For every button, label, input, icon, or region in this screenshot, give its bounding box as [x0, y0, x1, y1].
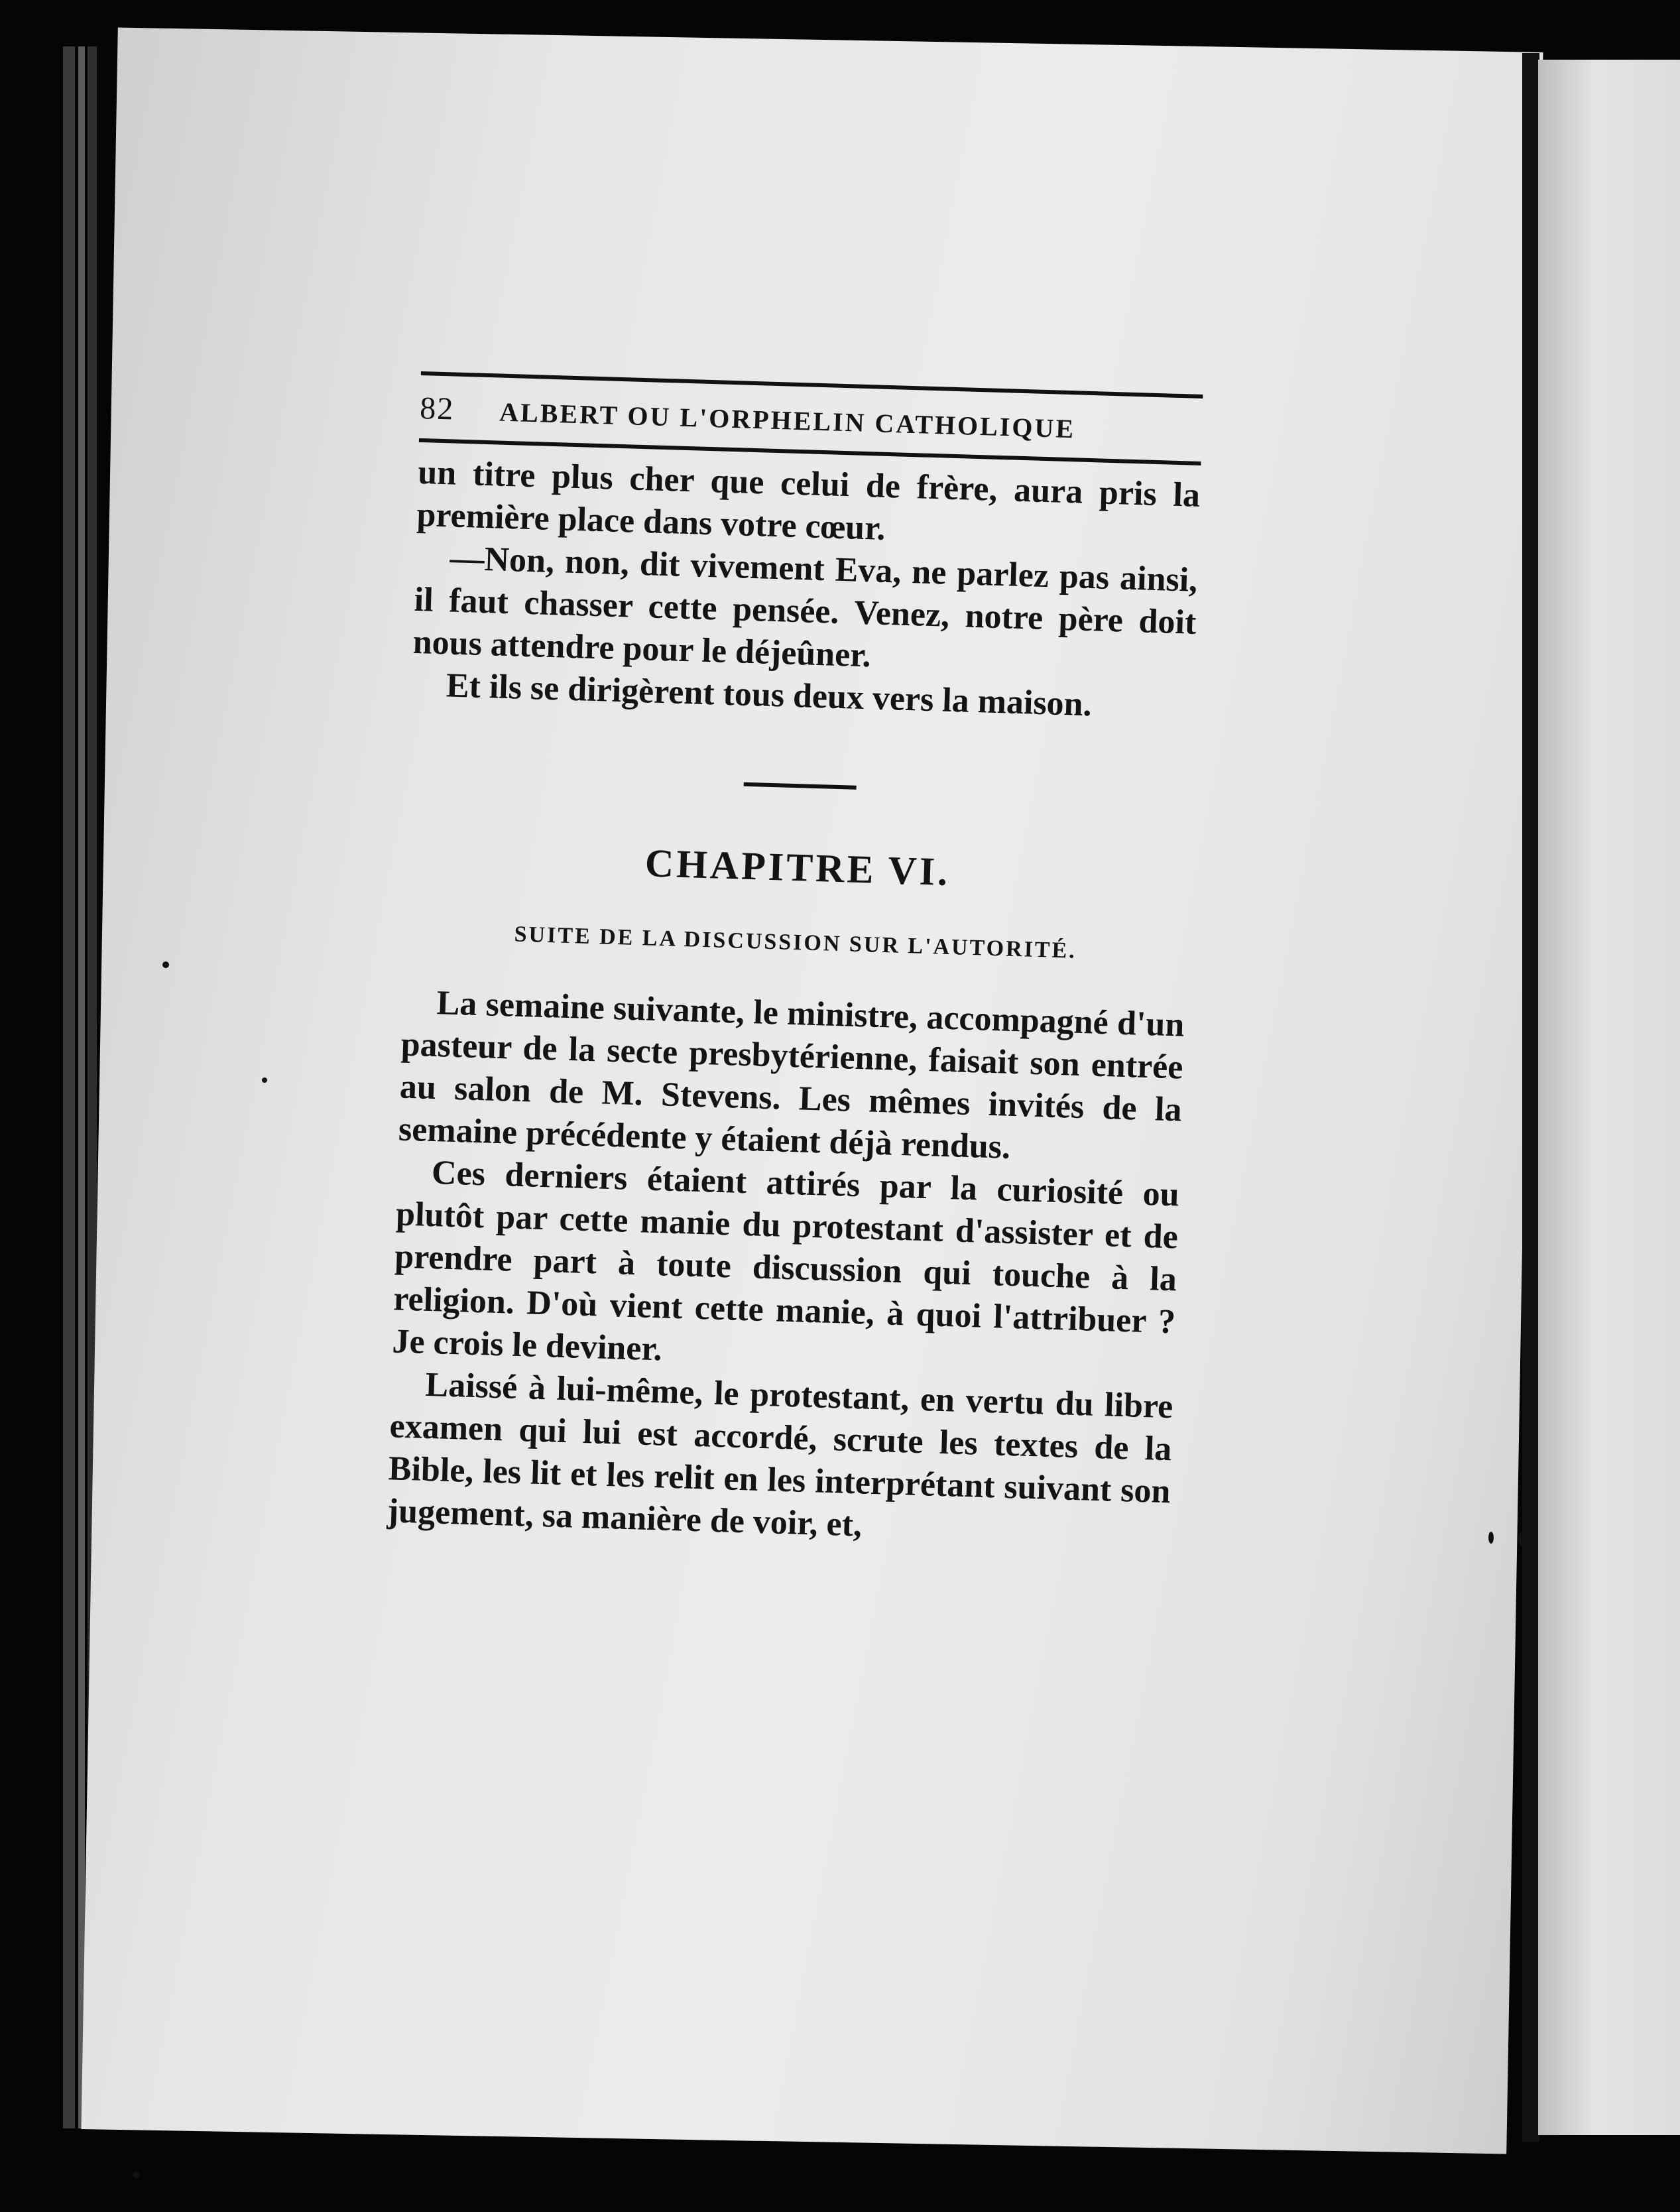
page-text-block [387, 371, 1203, 1556]
page-edge [63, 46, 75, 2128]
page-number: 82 [419, 390, 455, 427]
paragraph: Et ils se dirigèrent tous deux vers la maison. [446, 666, 1093, 724]
scan-speck [1488, 1532, 1494, 1544]
paragraph: Ces derniers étaient attirés par la curiosité ou plutôt par cette manie du protestant d'assister et de prendre part à toute discussion qui touche à la religion. D'où vient cette manie, à quoi l'attribuer ? Je crois le deviner. [391, 1154, 1180, 1369]
paragraph: —Non, non, dit vivement Eva, ne parlez pas ainsi, il faut chasser cette pensée. Venez, notre père doit nous attendre pour le déjeûner. [412, 539, 1199, 675]
book-gutter [1522, 53, 1539, 2142]
section-divider [744, 782, 857, 790]
paragraph: Laissé à lui-même, le protestant, en vertu du libre examen qui lui est accordé, scrute les textes de la Bible, les lit et les relit en les interprétant suivant son jugement, sa manière de voir, et, [387, 1365, 1174, 1544]
scan-speck [1518, 1532, 1526, 1546]
scan-speck [162, 961, 169, 968]
running-title: ALBERT OU L'ORPHELIN CATHOLIQUE [499, 397, 1076, 444]
facing-page-edge [1538, 60, 1680, 2135]
chapter-subtitle: SUITE DE LA DISCUSSION SUR L'AUTORITÉ. [514, 922, 1077, 963]
running-head [420, 390, 1203, 450]
scan-speck [133, 2172, 139, 2178]
scan-speck [262, 1077, 267, 1083]
chapter-title: CHAPITRE VI. [644, 841, 951, 894]
paragraph: un titre plus cher que celui de frère, aura pris la première place dans votre cœur. [416, 453, 1201, 548]
paragraph: La semaine suivante, le ministre, accompagné d'un pasteur de la secte presbytérienne, faisait son entrée au salon de M. Stevens. Les mêmes invités de la semaine précédente y étaient déjà rendus. [398, 984, 1185, 1166]
page-edge [78, 46, 85, 2128]
